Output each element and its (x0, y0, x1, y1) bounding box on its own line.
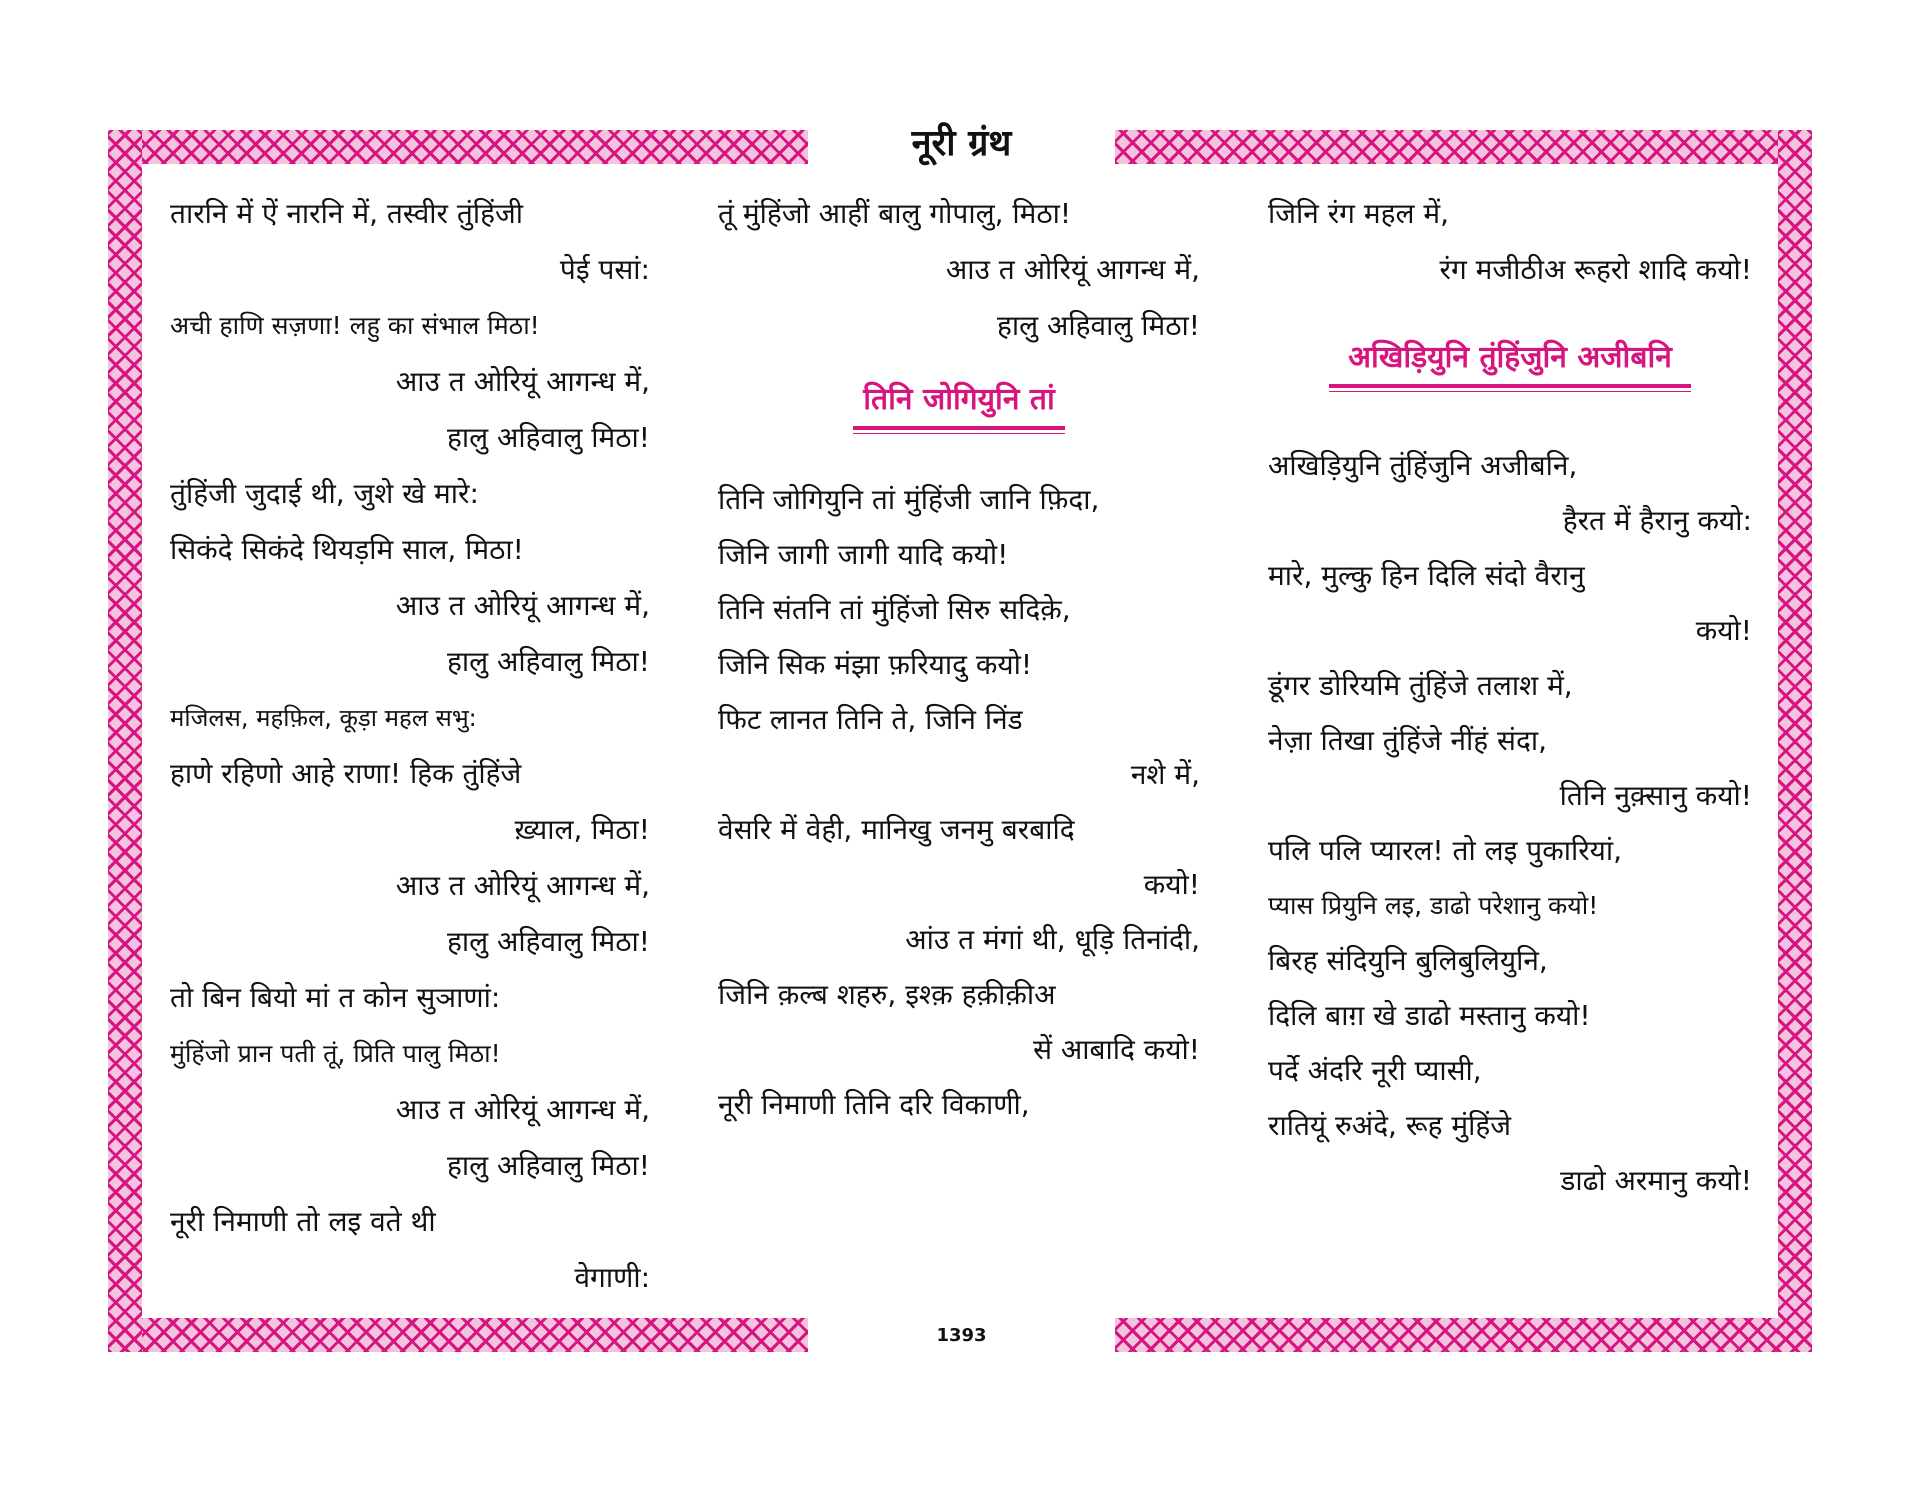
verse-line: दिलि बाग़ खे डाढो मस्तानु कयो! (1268, 999, 1591, 1032)
verse-line: आउ त ओरियूं आगन्ध में, (395, 365, 650, 398)
heading-underline (853, 426, 1065, 434)
verse-line: रंग मजीठीअ रूहरो शादि कयो! (1439, 253, 1752, 286)
verse-line: अखिड़ियुनि तुंहिंजुनि अजीबनि, (1268, 449, 1578, 482)
verse-line: हैरत में हैरानु कयो: (1562, 504, 1752, 537)
verse-line: जिनि रंग महल में, (1268, 197, 1449, 230)
verse-line: जिनि सिक मंझा फ़रियादु कयो! (718, 648, 1033, 681)
verse-line: हालु अहिवालु मिठा! (447, 1149, 650, 1182)
verse-line: कयो! (1143, 868, 1200, 901)
verse-line: रातियूं रुअंदे, रूह मुंहिंजे (1268, 1109, 1512, 1142)
verse-line: तिनि नुक़्सानु कयो! (1559, 779, 1752, 812)
left-column (170, 186, 650, 1306)
verse-line: अची हाणि सज़णा! लहु का संभाल मिठा! (170, 311, 540, 340)
verse-line: मजिलस, महफ़िल, कूड़ा महल सभु: (170, 704, 477, 732)
verse-line: मारे, मुल्कु हिन दिलि संदो वैरानु (1268, 559, 1585, 592)
verse-line: आउ त ओरियूं आगन्ध में, (945, 253, 1200, 286)
decorative-border-bottom-right (1115, 1318, 1812, 1352)
section-heading: तिनि जोगियुनि तां (863, 382, 1055, 417)
verse-line: हाणे रहिणो आहे राणा! हिक तुंहिंजे (170, 757, 522, 790)
verse-line: हालु अहिवालु मिठा! (997, 309, 1200, 342)
right-column (1268, 186, 1752, 1208)
decorative-border-top-left (108, 130, 808, 164)
verse-line: नशे में, (1130, 758, 1200, 791)
verse-line: आउ त ओरियूं आगन्ध में, (395, 589, 650, 622)
verse-line: नूरी निमाणी तो लइ वते थी (170, 1205, 436, 1238)
decorative-border-top-right (1115, 130, 1812, 164)
verse-line: पलि पलि प्यारल! तो लइ पुकारियां, (1268, 834, 1623, 867)
verse-line: तिनि संतनि तां मुंहिंजो सिरु सदिक़े, (718, 593, 1071, 626)
decorative-border-left (108, 130, 142, 1352)
decorative-border-right (1778, 130, 1812, 1352)
verse-line: नूरी निमाणी तिनि दरि विकाणी, (718, 1088, 1030, 1121)
section-heading-block (718, 354, 1200, 472)
middle-column (718, 186, 1200, 1132)
verse-line: तुंहिंजी जुदाई थी, जुशे खे मारे: (170, 477, 479, 510)
verse-line: पेई पसां: (559, 253, 650, 286)
verse-line: तिनि जोगियुनि तां मुंहिंजी जानि फ़िदा, (718, 483, 1100, 516)
verse-line: पर्दे अंदरि नूरी प्यासी, (1268, 1054, 1482, 1087)
section-heading-block (1268, 298, 1752, 438)
verse-line: प्यास प्रियुनि लइ, डाढो परेशानु कयो! (1268, 891, 1599, 920)
heading-underline (1329, 384, 1691, 392)
verse-line: फिट लानत तिनि ते, जिनि निंड (718, 703, 1023, 736)
verse-line: बिरह संदियुनि बुलिबुलियुनि, (1268, 944, 1548, 977)
verse-line: तूं मुंहिंजो आहीं बालु गोपालु, मिठा! (718, 197, 1072, 230)
verse-line: सें आबादि कयो! (1033, 1033, 1200, 1066)
verse-line: जिनि क़ल्ब शहरु, इश्क़ हक़ीक़ीअ (718, 978, 1056, 1011)
verse-line: आउ त ओरियूं आगन्ध में, (395, 1093, 650, 1126)
verse-line: सिकंदे सिकंदे थियड़मि साल, मिठा! (170, 533, 524, 566)
verse-line: वेसरि में वेही, मानिखु जनमु बरबादि (718, 813, 1075, 846)
verse-line: आंउ त मंगां थी, धूड़ि तिनांदी, (905, 923, 1200, 956)
verse-line: हालु अहिवालु मिठा! (447, 925, 650, 958)
verse-line: हालु अहिवालु मिठा! (447, 645, 650, 678)
verse-line: डाढो अरमानु कयो! (1560, 1164, 1752, 1197)
section-heading: अखिड़ियुनि तुंहिंजुनि अजीबनि (1348, 340, 1672, 375)
verse-line: मुंहिंजो प्रान पती तूं, प्रिति पालु मिठा! (170, 1039, 501, 1068)
verse-line: कयो! (1695, 614, 1752, 647)
verse-line: ख़्याल, मिठा! (514, 813, 650, 846)
verse-line: नेज़ा तिखा तुंहिंजे नींहं संदा, (1268, 724, 1548, 757)
verse-line: डूंगर डोरियमि तुंहिंजे तलाश में, (1268, 669, 1573, 702)
verse-line: हालु अहिवालु मिठा! (447, 421, 650, 454)
page-number: 1393 (936, 1325, 987, 1346)
decorative-border-bottom-left (108, 1318, 808, 1352)
verse-line: वेगाणी: (574, 1261, 650, 1294)
page-header-title: नूरी ग्रंथ (911, 123, 1012, 164)
verse-line: जिनि जागी जागी यादि कयो! (718, 538, 1009, 571)
verse-line: तारनि में ऐं नारनि में, तस्वीर तुंहिंजी (170, 197, 523, 230)
verse-line: आउ त ओरियूं आगन्ध में, (395, 869, 650, 902)
verse-line: तो बिन बियो मां त कोन सुञाणां: (170, 981, 501, 1014)
